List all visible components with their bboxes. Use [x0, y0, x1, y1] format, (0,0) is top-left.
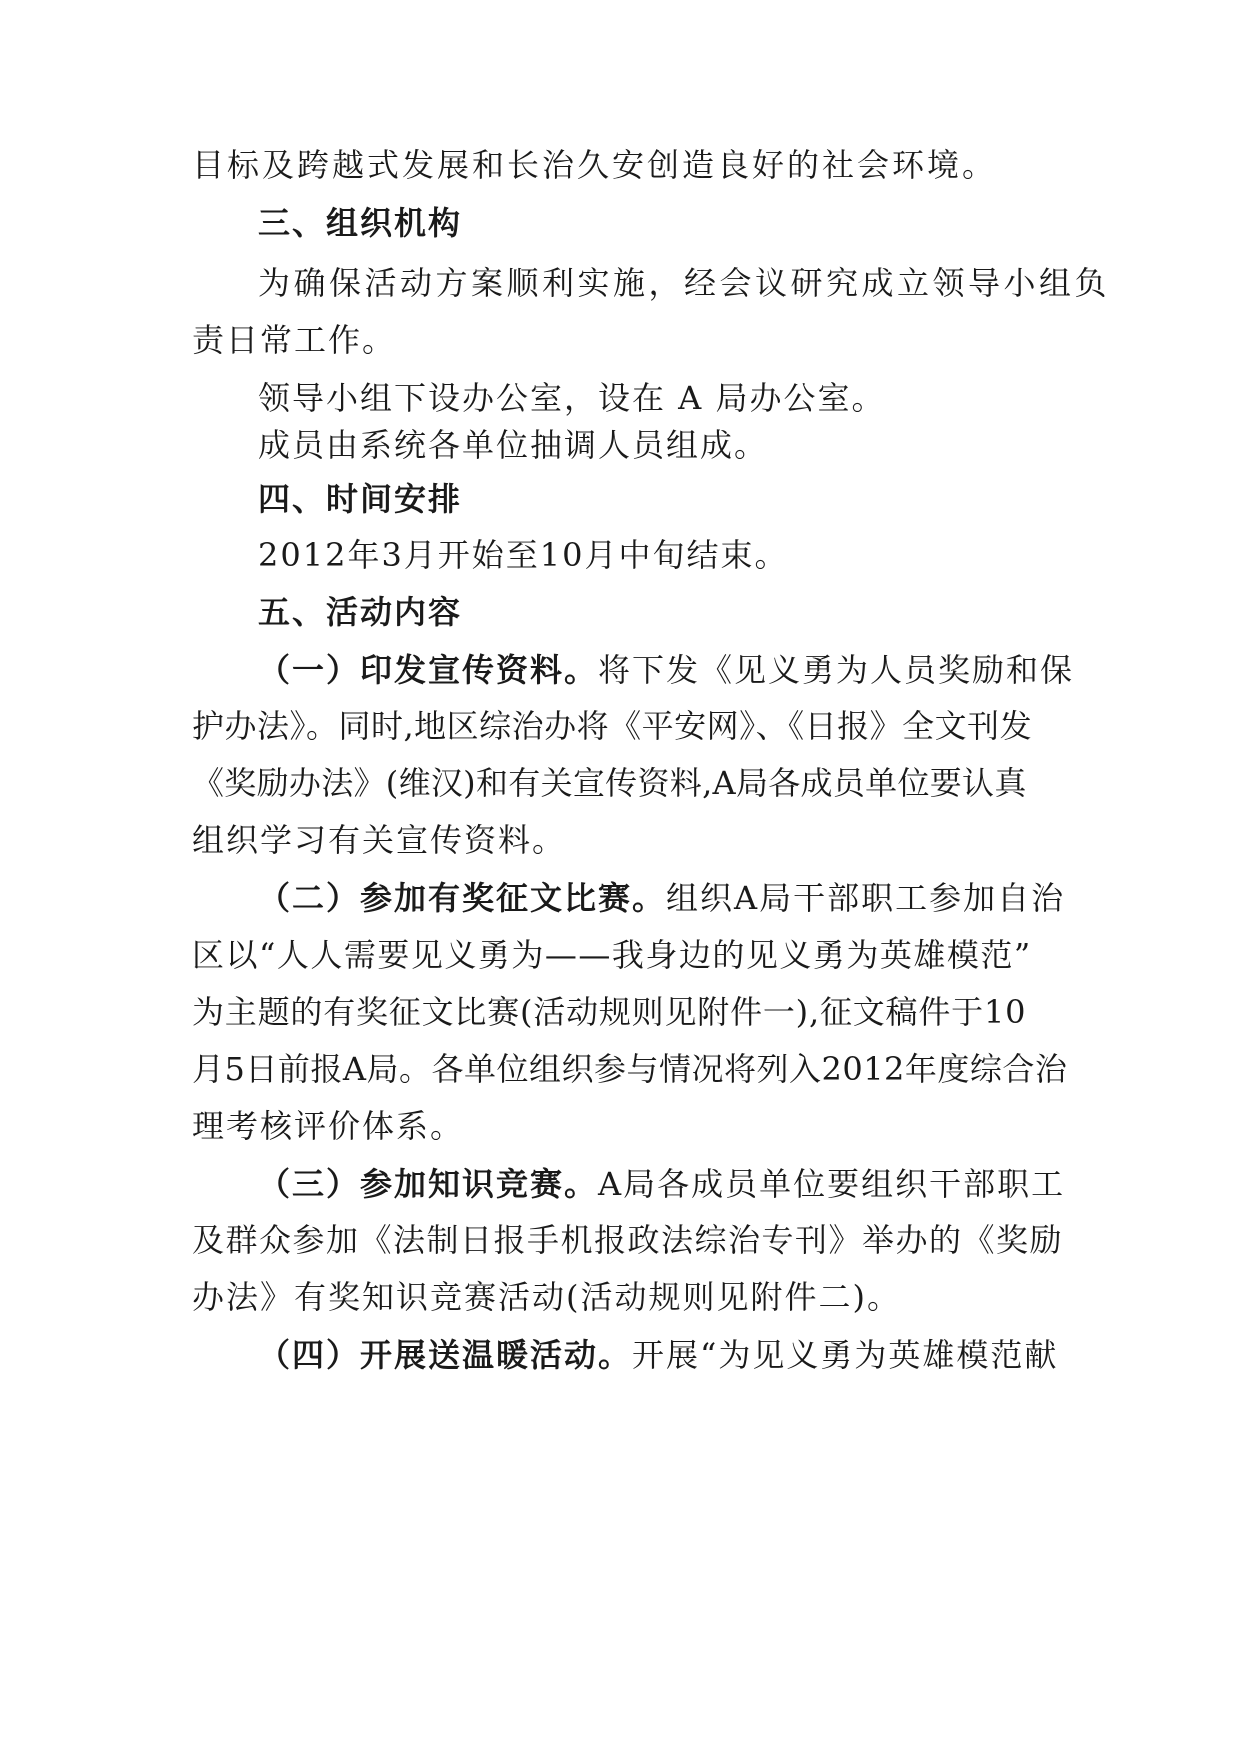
paragraph-line: 成员由系统各单位抽调人员组成。	[258, 426, 769, 464]
paragraph-line	[258, 1164, 1065, 1204]
section-heading-activities: 五、活动内容	[258, 593, 463, 631]
paragraph-line	[258, 1335, 1058, 1375]
subsection-text: 开展“为见义勇为英雄模范献	[632, 1336, 1059, 1374]
paragraph-line: 护办法》。同时,地区综治办将《平安网》、《日报》全文刊发	[192, 707, 1033, 745]
section-heading-schedule: 四、时间安排	[258, 480, 463, 518]
paragraph-line: 领导小组下设办公室，设在 A 局办公室。	[258, 379, 886, 417]
paragraph-line: 目标及跨越式发展和长治久安创造良好的社会环境。	[192, 146, 998, 184]
subsection-text: 组织A局干部职工参加自治	[666, 879, 1066, 917]
paragraph-line: 《奖励办法》(维汉)和有关宣传资料,A局各成员单位要认真	[192, 764, 1027, 802]
subsection-title: （三）参加知识竞赛。	[258, 1165, 599, 1203]
subsection-title: （一）印发宣传资料。	[258, 651, 599, 689]
subsection-title: （二）参加有奖征文比赛。	[258, 879, 667, 917]
paragraph-line: 办法》有奖知识竞赛活动(活动规则见附件二)。	[192, 1278, 901, 1316]
subsection-text: 将下发《见义勇为人员奖励和保	[598, 651, 1075, 689]
paragraph-line: 区以“人人需要见义勇为——我身边的见义勇为英雄模范”	[192, 936, 1032, 974]
paragraph-line: 为主题的有奖征文比赛(活动规则见附件一),征文稿件于10	[192, 993, 1027, 1031]
paragraph-line	[258, 878, 1065, 918]
paragraph-line	[258, 650, 1074, 690]
paragraph-line: 月5日前报A局。各单位组织参与情况将列入2012年度综合治	[192, 1050, 1068, 1088]
paragraph-line: 2012年3月开始至10月中旬结束。	[258, 536, 789, 574]
section-heading-organization: 三、组织机构	[258, 204, 463, 242]
paragraph-line: 为确保活动方案顺利实施，经会议研究成立领导小组负	[258, 264, 1111, 302]
paragraph-line: 理考核评价体系。	[192, 1107, 465, 1145]
paragraph-line: 及群众参加《法制日报手机报政法综治专刊》举办的《奖励	[192, 1221, 1064, 1259]
subsection-text: A局各成员单位要组织干部职工	[598, 1165, 1066, 1203]
paragraph-line: 责日常工作。	[192, 321, 397, 359]
paragraph-line: 组织学习有关宣传资料。	[192, 821, 567, 859]
subsection-title: （四）开展送温暖活动。	[258, 1336, 633, 1374]
